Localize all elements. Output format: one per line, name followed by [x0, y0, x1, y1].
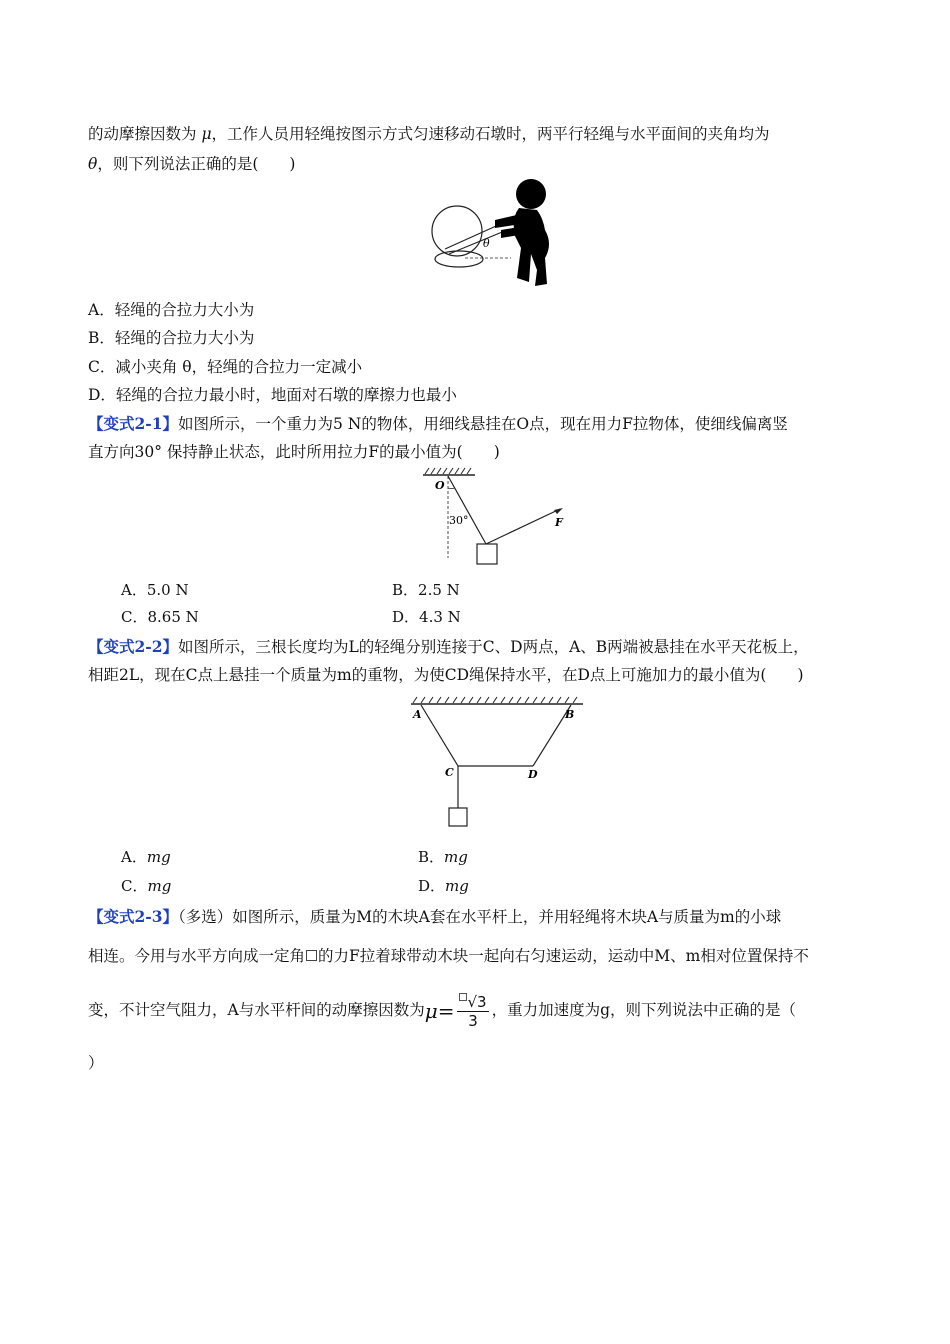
stone-ball	[432, 206, 482, 256]
v23-line-2: 相连。今用与水平方向成一定角 的力F拉着球带动木块一起向右匀速运动，运动中M、m相对位置保持不	[88, 947, 809, 965]
fraction-denominator: 3	[468, 1011, 478, 1030]
mu-equals: μ=	[424, 999, 455, 1023]
v23-line-1: 【变式2-3】（多选）如图所示，质量为M的木块A套在水平杆上，并用轻绳将木块A与质量为m的小球	[88, 907, 782, 926]
v22-option-a: A．mg	[121, 848, 171, 866]
v21-option-b: B．2.5 N	[392, 581, 460, 599]
q2-option-a: A．轻绳的合拉力大小为	[88, 301, 255, 319]
rope-ac	[421, 705, 458, 766]
angle-arc	[448, 488, 455, 489]
v23-line-3: 变，不计空气阻力，A与水平杆间的动摩擦因数为μ= $\frac{√3}{3}$ ，重力加速度为g，则下列说法中正确的是（	[88, 992, 797, 1030]
placeholder-box-icon	[306, 950, 317, 961]
three-rope-figure	[405, 694, 590, 834]
v23-line-4: ）	[88, 1054, 104, 1072]
v21-option-c: C．8.65 N	[121, 608, 199, 626]
suspended-block-figure	[415, 466, 575, 572]
variant-tag: 【变式2-2】	[88, 637, 179, 656]
label-d: D	[528, 768, 538, 781]
q2-line-2	[88, 153, 295, 175]
v22-option-b: B．mg	[418, 848, 468, 866]
label-o: O	[435, 479, 445, 492]
hanging-block	[477, 544, 497, 564]
label-a: A	[413, 708, 422, 721]
force-arrow	[486, 509, 560, 544]
v21-line-1: 【变式2-1】如图所示，一个重力为5 N的物体，用细线悬挂在O点，现在用力F拉物体，使细线偏离竖	[88, 414, 788, 433]
label-angle: 30°	[449, 514, 469, 527]
fraction-sqrt3-over-3	[457, 993, 488, 1030]
label-c: C	[445, 766, 454, 779]
stone-base	[435, 251, 483, 267]
ceiling-hatch	[425, 468, 471, 474]
arrow-head	[554, 508, 563, 514]
theta-symbol: θ	[88, 155, 98, 173]
label-b: B	[565, 708, 575, 721]
v21-option-d: D．4.3 N	[392, 608, 461, 626]
v22-line-1: 【变式2-2】如图所示，三根长度均为L的轻绳分别连接于C、D两点，A、B两端被悬挂在水平天花板上，	[88, 637, 809, 656]
v22-option-d: D．mg	[418, 877, 469, 895]
v22-line-2: 相距2L，现在C点上悬挂一个质量为m的重物，为使CD绳保持水平，在D点上可施加力的最小值为( )	[88, 666, 804, 684]
fig-theta-label: θ	[483, 237, 490, 250]
v21-option-a: A．5.0 N	[121, 581, 189, 599]
q2-option-b: B．轻绳的合拉力大小为	[88, 329, 255, 347]
q2-option-c: C．减小夹角 θ，轻绳的合拉力一定减小	[88, 358, 363, 376]
q2-text: 的动摩擦因数为	[88, 125, 202, 143]
person-silhouette	[495, 179, 549, 286]
stone-pulling-figure	[425, 178, 565, 290]
q2-text: ，工作人员用轻绳按图示方式匀速移动石墩时，两平行轻绳与水平面间的夹角均为	[211, 125, 770, 143]
variant-tag: 【变式2-1】	[88, 414, 179, 433]
q2-line-1	[88, 123, 770, 145]
q2-text: ，则下列说法正确的是( )	[97, 155, 296, 173]
fraction-numerator: √3	[457, 993, 488, 1012]
q2-option-d: D．轻绳的合拉力最小时，地面对石墩的摩擦力也最小	[88, 386, 457, 404]
label-f: F	[555, 516, 563, 529]
weight-block	[449, 808, 467, 826]
mu-symbol: μ	[201, 125, 212, 143]
v22-option-c: C．mg	[121, 877, 172, 895]
thread-line	[448, 476, 486, 544]
v21-line-2: 直方向30° 保持静止状态，此时所用拉力F的最小值为( )	[88, 443, 500, 461]
variant-tag: 【变式2-3】	[88, 907, 179, 926]
ceiling-hatch	[413, 697, 577, 703]
